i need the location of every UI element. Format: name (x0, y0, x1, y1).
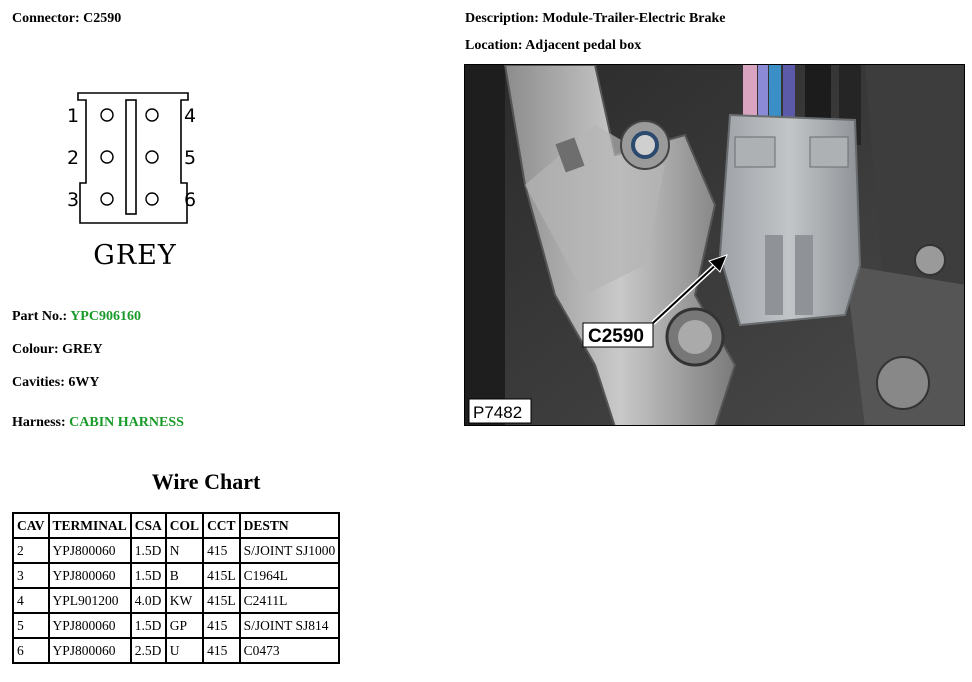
col-terminal-header: TERMINAL (49, 513, 131, 538)
cavity-2 (101, 151, 113, 163)
table-row (13, 638, 339, 663)
cavities-value: 6WY (68, 375, 100, 390)
cell-destn: C1964L (240, 563, 340, 588)
cell-col: N (166, 538, 203, 563)
location-heading (465, 38, 641, 54)
photo-callout: C2590 (588, 326, 644, 347)
cavity-number-5: 5 (184, 147, 197, 169)
wire-chart-header-row (13, 513, 339, 538)
description-label: Description: (465, 11, 539, 26)
part-number-value[interactable]: YPC906160 (70, 309, 141, 324)
location-photo (464, 64, 965, 426)
photo-illustration (465, 65, 965, 426)
cell-col: U (166, 638, 203, 663)
colour-row (12, 342, 103, 358)
cell-cct: 415 (203, 538, 240, 563)
harness-row (12, 415, 184, 431)
connector-divider (126, 100, 136, 214)
cell-col: B (166, 563, 203, 588)
cell-col: KW (166, 588, 203, 613)
col-csa-header: CSA (131, 513, 166, 538)
cell-csa: 1.5D (131, 613, 166, 638)
cell-terminal: YPJ800060 (49, 563, 131, 588)
cell-csa: 1.5D (131, 538, 166, 563)
connector-outline (78, 93, 188, 223)
cell-cav: 2 (13, 538, 49, 563)
cell-terminal: YPJ800060 (49, 538, 131, 563)
cavity-number-6: 6 (184, 189, 197, 211)
description-heading (465, 11, 726, 27)
cell-terminal: YPL901200 (49, 588, 131, 613)
connector-label: Connector: (12, 11, 80, 26)
cell-destn: C2411L (240, 588, 340, 613)
table-row (13, 538, 339, 563)
harness-label: Harness: (12, 415, 66, 430)
location-label: Location: (465, 38, 523, 53)
cavity-4 (146, 109, 158, 121)
photo-ref: P7482 (473, 403, 523, 422)
cavities-label: Cavities: (12, 375, 65, 390)
cavity-number-3: 3 (67, 189, 80, 211)
cell-cav: 4 (13, 588, 49, 613)
cavity-5 (146, 151, 158, 163)
connector-heading (12, 11, 121, 27)
cavity-number-4: 4 (184, 105, 197, 127)
cell-cct: 415L (203, 563, 240, 588)
cell-csa: 4.0D (131, 588, 166, 613)
cavity-6 (146, 193, 158, 205)
cell-terminal: YPJ800060 (49, 638, 131, 663)
harness-value[interactable]: CABIN HARNESS (69, 415, 184, 430)
cell-col: GP (166, 613, 203, 638)
wire-chart-title: Wire Chart (151, 469, 261, 494)
cell-cct: 415 (203, 638, 240, 663)
wire-chart-table (12, 512, 340, 664)
part-number-label: Part No.: (12, 309, 68, 324)
connector-face-diagram (60, 92, 210, 234)
connector-id: C2590 (83, 11, 122, 26)
cell-cct: 415 (203, 613, 240, 638)
cavity-3 (101, 193, 113, 205)
cavity-1 (101, 109, 113, 121)
table-row (13, 563, 339, 588)
table-row (13, 613, 339, 638)
col-cav-header: CAV (13, 513, 49, 538)
cavity-number-1: 1 (67, 105, 80, 127)
col-col-header: COL (166, 513, 203, 538)
colour-label: Colour: (12, 342, 59, 357)
cell-cav: 3 (13, 563, 49, 588)
cell-csa: 1.5D (131, 563, 166, 588)
cell-terminal: YPJ800060 (49, 613, 131, 638)
part-number-row (12, 309, 141, 325)
connector-colour-text: GREY (93, 240, 177, 271)
table-row (13, 588, 339, 613)
colour-value: GREY (62, 342, 103, 357)
cell-cct: 415L (203, 588, 240, 613)
cell-destn: C0473 (240, 638, 340, 663)
cell-cav: 5 (13, 613, 49, 638)
cell-destn: S/JOINT SJ1000 (240, 538, 340, 563)
cavities-row (12, 375, 100, 391)
cell-destn: S/JOINT SJ814 (240, 613, 340, 638)
cell-csa: 2.5D (131, 638, 166, 663)
location-value: Adjacent pedal box (525, 38, 642, 53)
description-value: Module-Trailer-Electric Brake (542, 11, 726, 26)
cavity-number-2: 2 (67, 147, 80, 169)
cell-cav: 6 (13, 638, 49, 663)
col-cct-header: CCT (203, 513, 240, 538)
col-destn-header: DESTN (240, 513, 340, 538)
